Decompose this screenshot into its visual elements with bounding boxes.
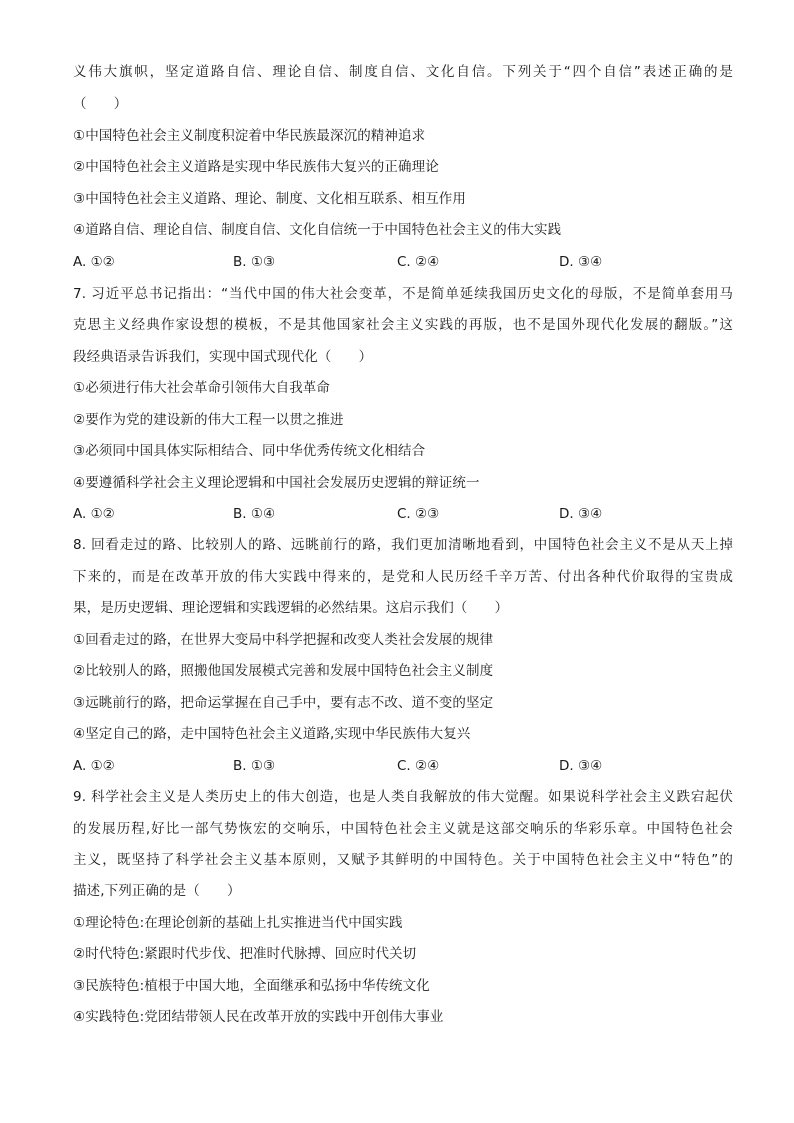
- q8-stem-line-3: 果，是历史逻辑、理论逻辑和实践逻辑的必然结果。这启示我们（ ）: [73, 600, 509, 616]
- q9-statement-3: ③民族特色:植根于中国大地，全面继承和弘扬中华传统文化: [73, 978, 430, 994]
- q7-option-c: C. ②③: [397, 506, 440, 522]
- q7-options: [73, 504, 733, 524]
- q7-statement-4: ④要遵循科学社会主义理论逻辑和中国社会发展历史逻辑的辩证统一: [73, 475, 480, 491]
- q7-stem-line-3: 段经典语录告诉我们，实现中国式现代化（ ）: [73, 349, 373, 365]
- q9-stem-line-4: 描述,下列正确的是（ ）: [73, 883, 241, 899]
- q6-option-c: C. ②④: [397, 254, 440, 270]
- q9-stem-line-3: 主义，既坚持了科学社会主义基本原则，又赋予其鲜明的中国特色。关于中国特色社会主义中“特色”的: [73, 852, 733, 868]
- q9-statement-1: ①理论特色:在理论创新的基础上扎实推进当代中国实践: [73, 915, 403, 931]
- q6-stem-blank: （ ）: [73, 96, 128, 112]
- q9-stem-line-1: 9. 科学社会主义是人类历史上的伟大创造，也是人类自我解放的伟大觉醒。如果说科学社会主义跌宕起伏: [73, 789, 733, 805]
- q6-statement-4: ④道路自信、理论自信、制度自信、文化自信统一于中国特色社会主义的伟大实践: [73, 222, 562, 238]
- q7-stem-line-1: 7. 习近平总书记指出：“当代中国的伟大社会变革，不是简单延续我国历史文化的母版，不是简单套用马: [73, 286, 733, 302]
- q7-stem-line-2: 克思主义经典作家设想的模板，不是其他国家社会主义实践的再版，也不是国外现代化发展的翻版。”这: [73, 317, 733, 333]
- q6-stem-line-1: 义伟大旗帜，坚定道路自信、理论自信、制度自信、文化自信。下列关于“四个自信”表述正确的是: [73, 64, 733, 80]
- q9-stem-line-2: 的发展历程,好比一部气势恢宏的交响乐，中国特色社会主义就是这部交响乐的华彩乐章。中国特色社会: [73, 821, 733, 837]
- q7-option-b: B. ①④: [233, 506, 276, 522]
- q7-option-d: D. ③④: [559, 506, 603, 522]
- q6-options: [73, 252, 733, 272]
- q8-option-b: B. ①③: [233, 758, 276, 774]
- q8-stem-line-1: 8. 回看走过的路、比较别人的路、远眺前行的路，我们更加清晰地看到，中国特色社会主义不是从天上掉: [73, 537, 733, 553]
- q6-statement-1: ①中国特色社会主义制度积淀着中华民族最深沉的精神追求: [73, 128, 426, 144]
- q8-option-c: C. ②④: [397, 758, 440, 774]
- q7-statement-2: ②要作为党的建设新的伟大工程一以贯之推进: [73, 412, 344, 428]
- q9-statement-2: ②时代特色:紧跟时代步伐、把准时代脉搏、回应时代关切: [73, 946, 417, 962]
- q8-statement-2: ②比较别人的路，照搬他国发展模式完善和发展中国特色社会主义制度: [73, 663, 494, 679]
- q6-option-d: D. ③④: [559, 254, 603, 270]
- q9-statement-4: ④实践特色:党团结带领人民在改革开放的实践中开创伟大事业: [73, 1009, 444, 1025]
- q6-option-a: A. ①②: [73, 254, 115, 270]
- q8-option-d: D. ③④: [559, 758, 603, 774]
- q8-options: [73, 756, 733, 776]
- q7-statement-1: ①必须进行伟大社会革命引领伟大自我革命: [73, 380, 331, 396]
- q8-statement-4: ④坚定自己的路，走中国特色社会主义道路,实现中华民族伟大复兴: [73, 726, 471, 742]
- q6-option-b: B. ①③: [233, 254, 276, 270]
- q8-statement-1: ①回看走过的路，在世界大变局中科学把握和改变人类社会发展的规律: [73, 632, 494, 648]
- q6-statement-3: ③中国特色社会主义道路、理论、制度、文化相互联系、相互作用: [73, 191, 467, 207]
- q7-statement-3: ③必须同中国具体实际相结合、同中华优秀传统文化相结合: [73, 443, 426, 459]
- q7-option-a: A. ①②: [73, 506, 115, 522]
- q8-option-a: A. ①②: [73, 758, 115, 774]
- q8-stem-line-2: 下来的，而是在改革开放的伟大实践中得来的，是党和人民历经千辛万苦、付出各种代价取得的宝贵成: [73, 569, 733, 585]
- q6-statement-2: ②中国特色社会主义道路是实现中华民族伟大复兴的正确理论: [73, 159, 439, 175]
- q8-statement-3: ③远眺前行的路，把命运掌握在自己手中，要有志不改、道不变的坚定: [73, 695, 494, 711]
